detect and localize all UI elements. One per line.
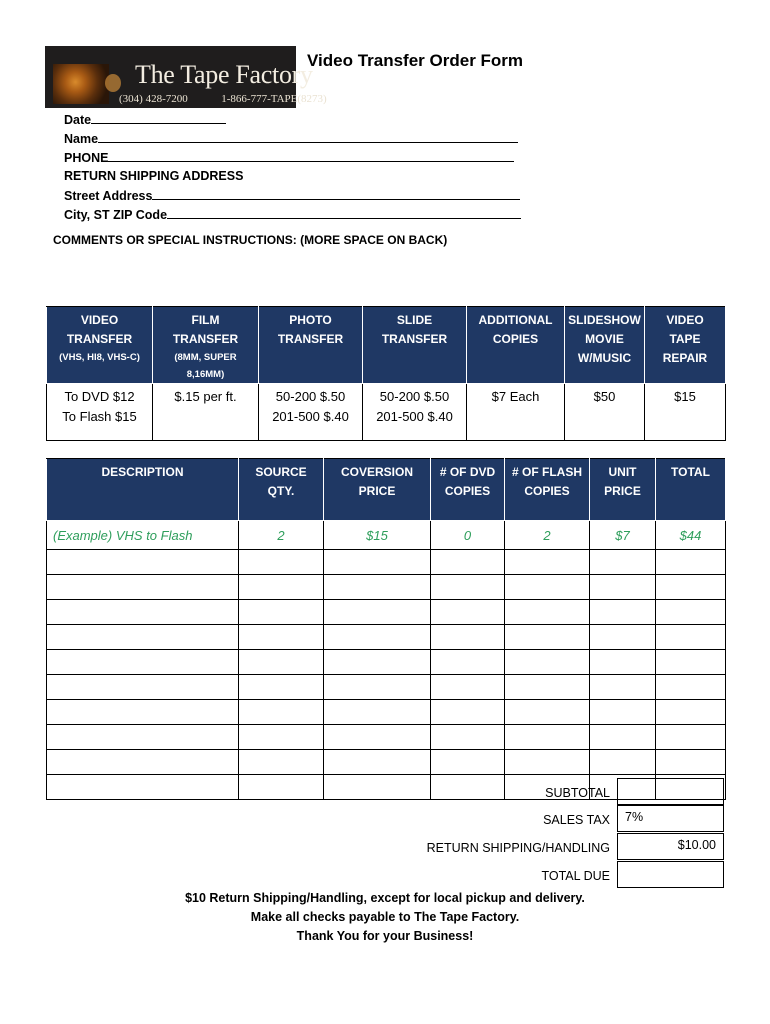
order-cell[interactable] [431,725,505,750]
table-row [47,675,726,700]
service-header-photo-transfer: PHOTO TRANSFER [259,307,363,384]
order-cell[interactable] [47,625,239,650]
price-film-transfer: $.15 per ft. [153,384,259,441]
order-cell[interactable] [239,625,324,650]
shipping-label: RETURN SHIPPING/HANDLING [426,841,610,855]
order-cell[interactable] [505,575,590,600]
order-cell[interactable] [505,700,590,725]
sales-tax-row [0,805,770,833]
order-cell[interactable] [590,650,656,675]
order-header-total: TOTAL [656,459,726,521]
services-price-table [46,306,726,441]
order-header-source-qty: SOURCE QTY. [239,459,324,521]
order-cell[interactable] [656,700,726,725]
order-cell[interactable] [431,650,505,675]
logo-phones [119,93,327,105]
service-header-additional-copies: ADDITIONAL COPIES [467,307,565,384]
logo-company-name: The Tape Factory [135,60,313,89]
footer-shipping-note: $10 Return Shipping/Handling, except for local pickup and delivery. [185,891,585,905]
table-row [47,550,726,575]
order-cell[interactable] [47,600,239,625]
order-cell[interactable] [324,650,431,675]
service-header-film-transfer: FILM TRANSFER (8MM, SUPER 8,16MM) [153,307,259,384]
order-cell[interactable] [47,750,239,775]
example-row [47,521,726,550]
order-cell[interactable] [505,600,590,625]
date-line[interactable] [91,110,226,124]
table-row [47,700,726,725]
reel-hub-icon [105,74,121,92]
order-cell[interactable] [590,550,656,575]
order-cell[interactable] [431,575,505,600]
order-cell[interactable] [431,550,505,575]
example-description: (Example) VHS to Flash [47,521,239,550]
order-cell[interactable] [324,550,431,575]
phone-field[interactable] [64,148,521,167]
order-cell[interactable] [431,750,505,775]
order-cell[interactable] [324,700,431,725]
order-cell[interactable] [239,600,324,625]
subtotal-row [0,778,770,806]
order-cell[interactable] [656,550,726,575]
city-field[interactable] [64,205,521,224]
order-cell[interactable] [590,675,656,700]
order-header-description: DESCRIPTION [47,459,239,521]
order-cell[interactable] [239,675,324,700]
city-line[interactable] [167,205,521,219]
order-cell[interactable] [590,575,656,600]
order-cell[interactable] [239,700,324,725]
order-cell[interactable] [324,625,431,650]
order-cell[interactable] [431,600,505,625]
company-logo [45,46,327,108]
order-cell[interactable] [324,675,431,700]
table-row [47,650,726,675]
date-field[interactable] [64,110,521,129]
return-shipping-heading: RETURN SHIPPING ADDRESS [64,169,244,183]
example-dvd: 0 [431,521,505,550]
sales-tax-label: SALES TAX [543,813,610,827]
name-label: Name [64,132,99,146]
price-tape-repair: $15 [645,384,726,441]
order-cell[interactable] [656,625,726,650]
order-cell[interactable] [47,650,239,675]
order-cell[interactable] [656,600,726,625]
order-cell[interactable] [431,625,505,650]
order-cell[interactable] [656,725,726,750]
order-cell[interactable] [324,725,431,750]
subtotal-label: SUBTOTAL [545,786,610,800]
price-slideshow: $50 [565,384,645,441]
order-cell[interactable] [505,750,590,775]
order-cell[interactable] [590,625,656,650]
order-cell[interactable] [505,550,590,575]
total-due-box[interactable] [617,861,724,888]
example-flash: 2 [505,521,590,550]
order-cell[interactable] [47,725,239,750]
table-row [47,750,726,775]
order-cell[interactable] [656,575,726,600]
order-table [46,458,726,800]
order-cell[interactable] [239,750,324,775]
customer-fields [64,110,521,224]
order-cell[interactable] [239,650,324,675]
price-video-transfer: To DVD $12 To Flash $15 [47,384,153,441]
order-cell[interactable] [505,625,590,650]
street-line[interactable] [152,186,520,200]
film-reel-icon [53,64,109,104]
order-cell[interactable] [505,725,590,750]
order-cell[interactable] [431,675,505,700]
example-qty: 2 [239,521,324,550]
date-label: Date [64,113,92,127]
price-photo-transfer: 50-200 $.50 201-500 $.40 [259,384,363,441]
order-cell[interactable] [47,575,239,600]
service-header-slide-transfer: SLIDE TRANSFER [363,307,467,384]
order-cell[interactable] [656,750,726,775]
order-cell[interactable] [656,650,726,675]
shipping-row [0,833,770,861]
order-cell[interactable] [239,550,324,575]
name-field[interactable] [64,129,521,148]
logo-phone-local: (304) 428-7200 [119,93,188,105]
example-unit: $7 [590,521,656,550]
phone-label: PHONE [64,151,109,165]
total-due-row [0,861,770,889]
street-field[interactable] [64,186,521,205]
order-cell[interactable] [324,575,431,600]
order-cell[interactable] [656,675,726,700]
total-due-label: TOTAL DUE [541,869,610,883]
order-cell[interactable] [431,700,505,725]
order-header-flash-copies: # OF FLASH COPIES [505,459,590,521]
order-cell[interactable] [47,675,239,700]
table-row [47,625,726,650]
form-title: Video Transfer Order Form [307,51,524,70]
order-cell[interactable] [47,550,239,575]
footer-notes [0,889,770,946]
table-row [47,575,726,600]
order-cell[interactable] [590,750,656,775]
phone-line[interactable] [108,148,514,162]
order-cell[interactable] [324,750,431,775]
subtotal-box[interactable] [617,778,724,805]
footer-payable-note: Make all checks payable to The Tape Factory. [250,910,520,924]
order-cell[interactable] [324,600,431,625]
order-cell[interactable] [239,725,324,750]
order-header-conversion-price: COVERSION PRICE [324,459,431,521]
order-header-dvd-copies: # OF DVD COPIES [431,459,505,521]
order-cell[interactable] [47,700,239,725]
table-row [47,725,726,750]
order-cell[interactable] [590,725,656,750]
price-slide-transfer: 50-200 $.50 201-500 $.40 [363,384,467,441]
table-row [47,600,726,625]
order-cell[interactable] [590,700,656,725]
name-line[interactable] [98,129,518,143]
example-total: $44 [656,521,726,550]
footer-thanks: Thank You for your Business! [296,929,474,943]
logo-phone-tollfree: 1-866-777-TAPE(8273) [221,93,327,105]
order-cell[interactable] [590,600,656,625]
sales-tax-box[interactable]: 7% [617,805,724,832]
service-header-video-transfer: VIDEO TRANSFER (VHS, HI8, VHS-C) [47,307,153,384]
example-price: $15 [324,521,431,550]
service-header-slideshow: SLIDESHOW MOVIE W/MUSIC [565,307,645,384]
shipping-box[interactable]: $10.00 [617,833,724,860]
price-additional-copies: $7 Each [467,384,565,441]
order-cell[interactable] [505,650,590,675]
order-cell[interactable] [239,575,324,600]
order-header-unit-price: UNIT PRICE [590,459,656,521]
order-cell[interactable] [505,675,590,700]
service-header-tape-repair: VIDEO TAPE REPAIR [645,307,726,384]
street-label: Street Address [64,189,153,203]
comments-label: COMMENTS OR SPECIAL INSTRUCTIONS: (MORE SPACE ON BACK) [53,233,448,247]
city-label: City, ST ZIP Code [64,208,168,222]
